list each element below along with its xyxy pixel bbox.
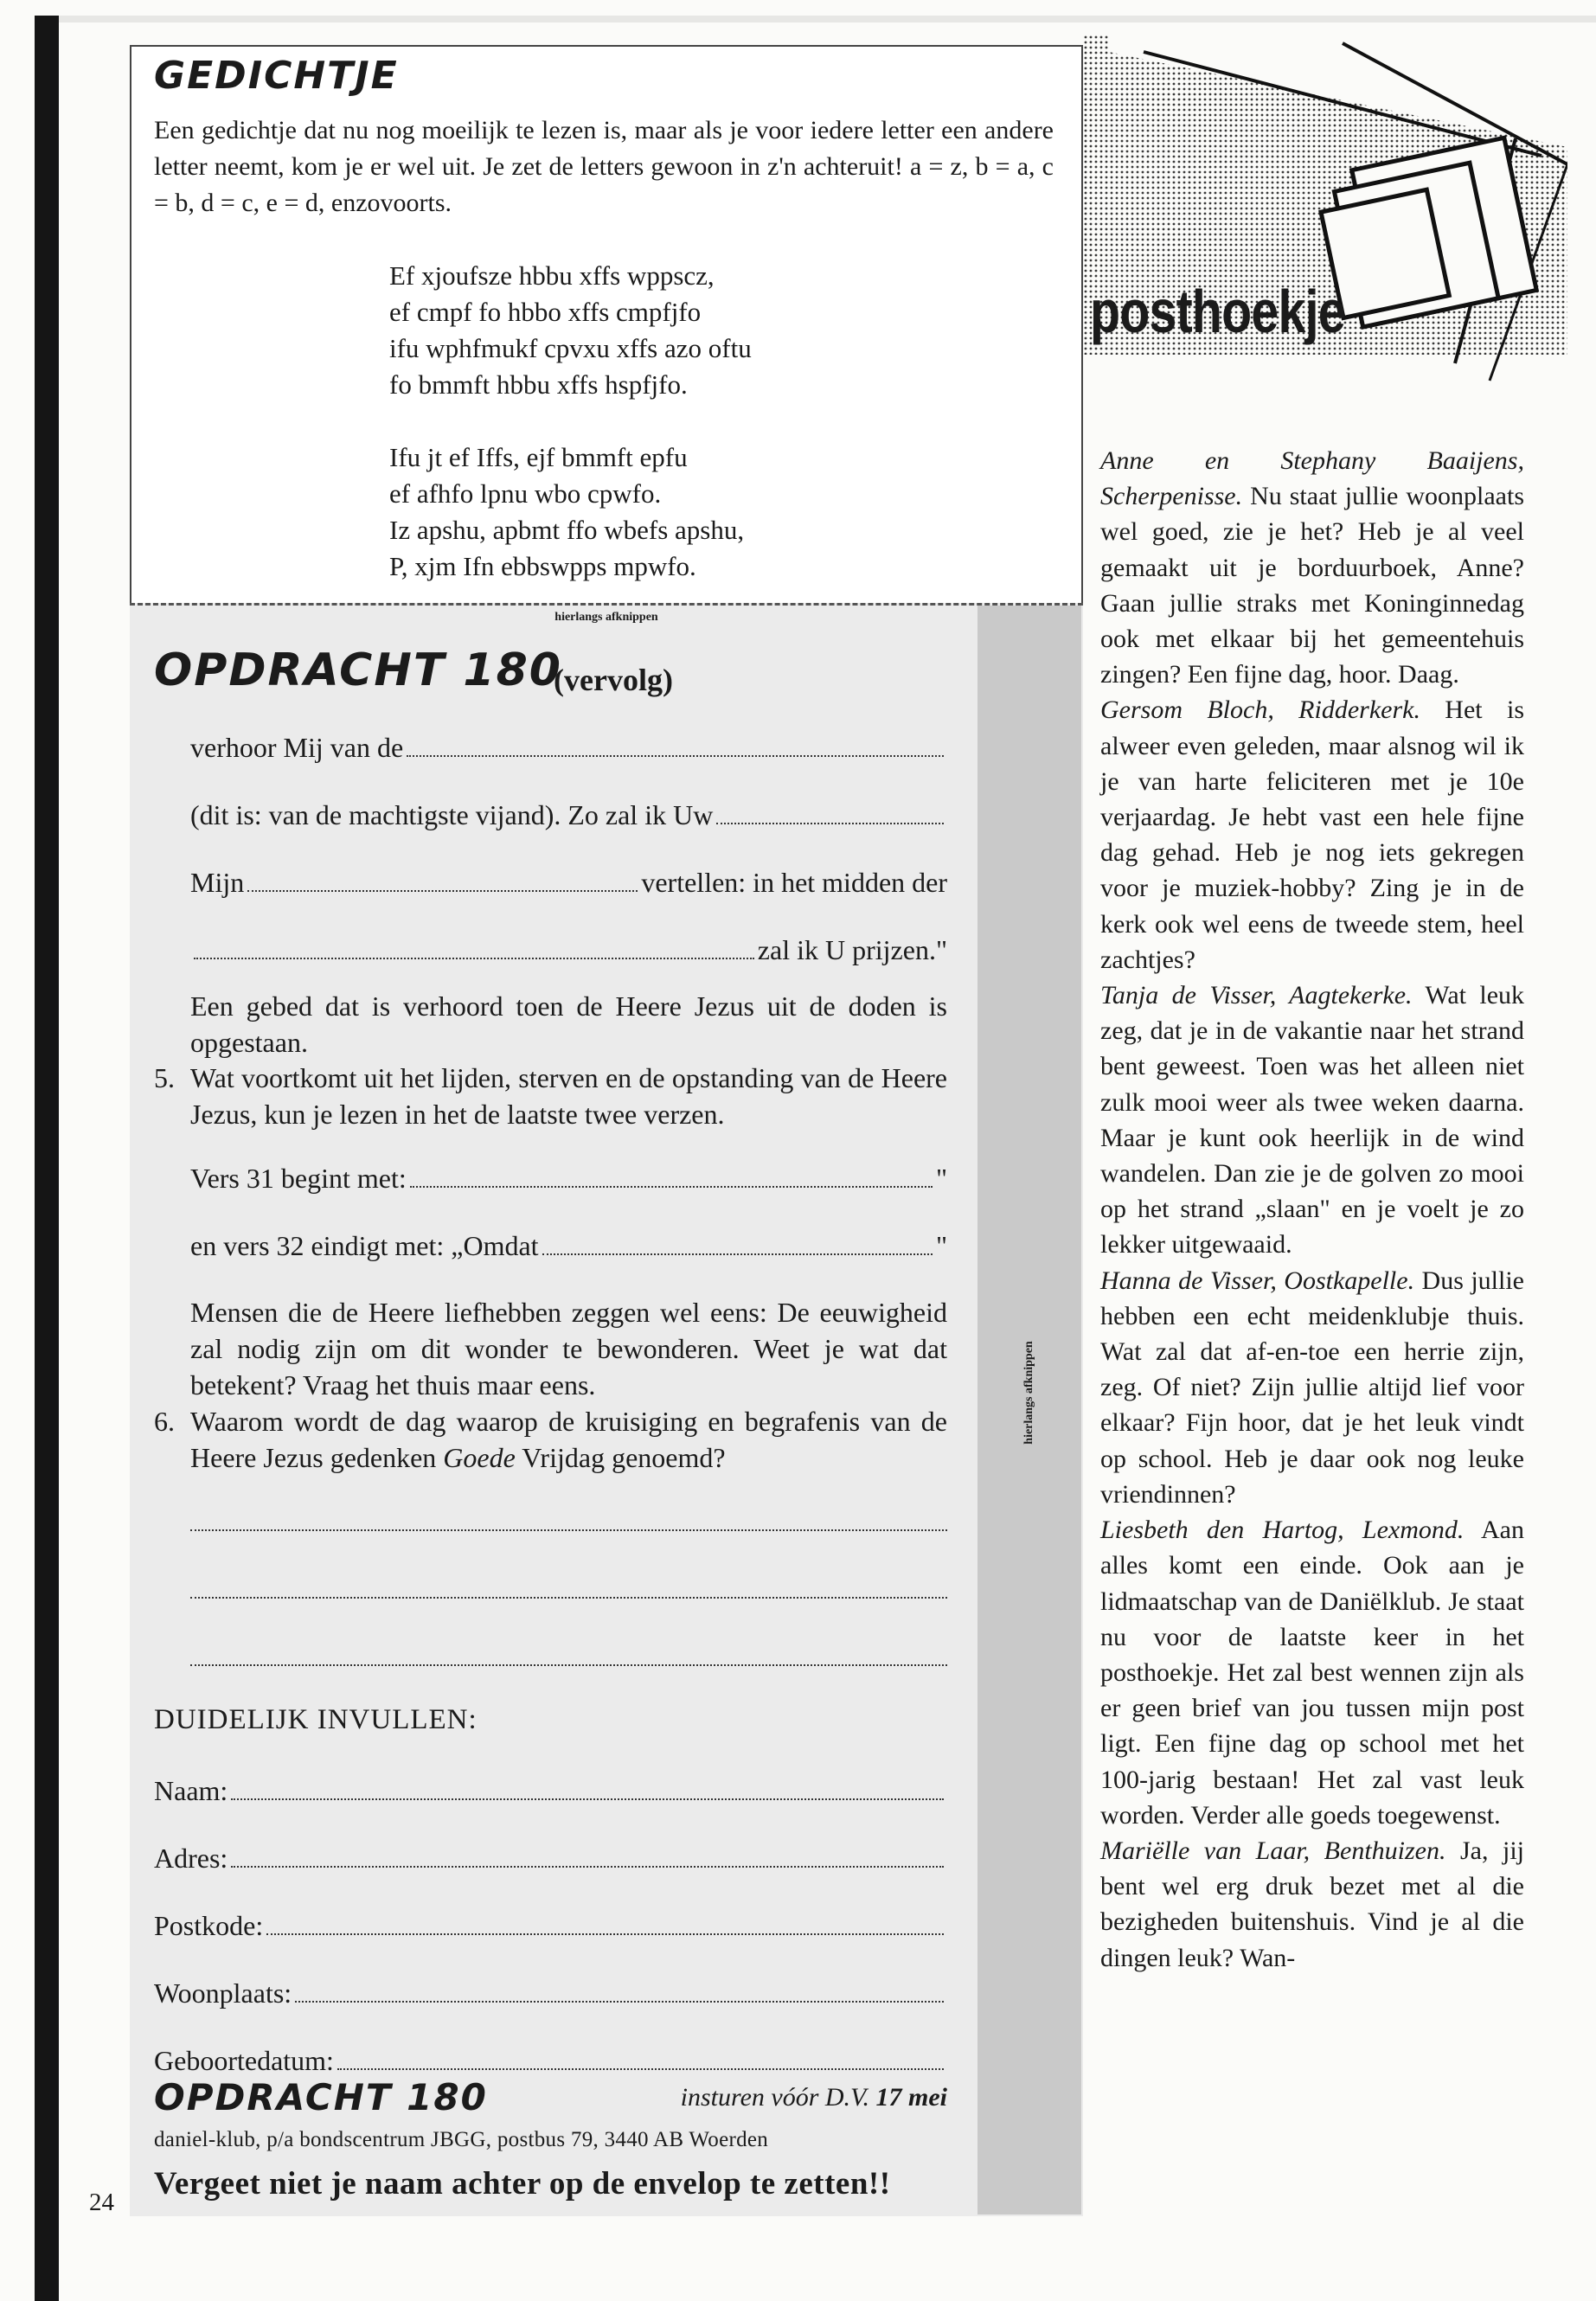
question-number: 6. (154, 1406, 175, 1437)
fill-text: Mijn (190, 867, 245, 898)
field-label: Geboortedatum: (154, 2045, 334, 2076)
answer-blank[interactable] (716, 797, 944, 824)
entry-name: Mariëlle van Laar, Benthuizen. (1100, 1836, 1446, 1865)
question-number: 5. (154, 1062, 175, 1093)
poem-line: ef afhfo lpnu wbo cpwfo. (389, 478, 662, 509)
entry-text: Nu staat jullie woonplaats wel goed, zie je het? Heb je al veel gemaakt uit je borduurboek, Anne? Gaan jullie straks met Koninginnedag ook met elkaar bij het gemeentehuis zingen? Een fijne dag, hoor. Daag. (1100, 482, 1524, 689)
question-text: Waarom wordt de dag waarop de kruisiging en begrafenis van de Heere Jezus gedenken (190, 1406, 947, 1473)
gedichtje-title: GEDICHTJE (154, 54, 399, 98)
answer-blank[interactable] (410, 1160, 933, 1188)
deadline-text: insturen vóór D.V. (680, 2083, 876, 2112)
entry-text: Het is alweer even geleden, maar alsnog wil ik je van harte feliciteren met je 10e verjaardag. Je hebt vast een hele fijne dag gehad. Heb je nog iets gekregen voor je muziek-hobby? Zing je in de kerk ook wel eens de tweede stem, heel zachtjes? (1100, 695, 1524, 974)
cut-label-vertical: hierlangs afknippen (1022, 1341, 1035, 1445)
fill-row (190, 863, 947, 901)
fill-text: en vers 32 eindigt met: „Omdat (190, 1230, 539, 1261)
post-entry (1100, 977, 1524, 1263)
question-text: Vrijdag genoemd? (515, 1442, 726, 1473)
poem-line: ifu wphfmukf cpvxu xffs azo oftu (389, 333, 752, 363)
answer-line[interactable] (190, 1529, 947, 1531)
entry-text: Wat leuk zeg, dat je in de vakantie naar het strand bent geweest. Toen was het alleen niet zulk mooi weer als twee weken daarna. Maar je kunt ook heerlijk in de wind wandelen. Dan zie je de golven zo mooi op het strand „slaan" en je voelt je zo lekker uitgewaaid. (1100, 981, 1525, 1259)
entry-text: Dus jullie hebben een echt meidenklubje thuis. Wat zal dat af-en-toe een herrie zijn, zeg. Of niet? Zijn jullie altijd lief voor elkaar? Fijn hoor, dat je het leuk vindt op school. Heb je daar ook nog leuke vriendinnen? (1100, 1266, 1524, 1509)
poem-line: ef cmpf fo hbbo xffs cmpfjfo (389, 297, 702, 327)
answer-line[interactable] (190, 1597, 947, 1599)
opdracht-paragraph: Een gebed dat is verhoord toen de Heere Jezus uit de doden is opgestaan. (190, 990, 947, 1058)
page-binding-edge (35, 16, 59, 2301)
form-heading: DUIDELIJK INVULLEN: (154, 1704, 478, 1735)
field-label: Woonplaats: (154, 1977, 292, 2009)
fill-text: " (935, 1230, 947, 1261)
answer-blank[interactable] (542, 1227, 933, 1255)
poem-line: Ef xjoufsze hbbu xffs wppscz, (389, 260, 715, 291)
poem-stanza (389, 439, 744, 585)
post-entry (1100, 1833, 1524, 1976)
deadline-date: 17 mei (875, 2083, 947, 2112)
answer-blank[interactable] (194, 932, 754, 959)
post-entry (1100, 443, 1524, 692)
opdracht-title: OPDRACHT 180 (154, 644, 562, 696)
fill-row (190, 1227, 947, 1265)
fill-text: Vers 31 begint met: (190, 1163, 407, 1194)
address-input[interactable] (231, 1840, 944, 1868)
birthdate-field (154, 2041, 947, 2080)
field-label: Naam: (154, 1775, 228, 1806)
fill-text: (dit is: van de machtigste vijand). Zo zal ik Uw (190, 799, 714, 830)
poem-line: Ifu jt ef Iffs, ejf bmmft epfu (389, 442, 688, 472)
fill-text: " (935, 1163, 947, 1194)
entry-name: Gersom Bloch, Ridderkerk. (1100, 695, 1420, 725)
entry-name: Anne en Stephany Baaijens, Scherpenisse. (1100, 446, 1524, 511)
opdracht-paragraph: Mensen die de Heere liefhebben zeggen wel eens: De eeuwigheid zal nodig zijn om dit wonder te bewonderen. Weet je wat dat betekent? Vraag het thuis maar eens. (190, 1297, 947, 1400)
name-field (154, 1772, 947, 1810)
fill-text: vertellen: in het midden der (641, 867, 947, 898)
footer-deadline (606, 2083, 947, 2112)
postcode-field (154, 1907, 947, 1945)
city-field (154, 1974, 947, 2012)
fill-row (190, 796, 947, 834)
postcode-input[interactable] (266, 1907, 944, 1935)
footer-reminder: Vergeet niet je naam achter op de envelop te zetten!! (154, 2166, 891, 2202)
gedichtje-intro: Een gedichtje dat nu nog moeilijk te lezen is, maar als je voor iedere letter een andere letter neemt, kom je er wel uit. Je zet de letters gewoon in z'n achteruit! a = z, b = a, c = b, d = c, e = d, enzovoorts. (154, 116, 1054, 217)
fill-row (190, 931, 947, 969)
poem-line: P, xjm Ifn ebbswpps mpwfo. (389, 551, 696, 581)
answer-blank[interactable] (407, 729, 944, 757)
address-field (154, 1839, 947, 1877)
answer-line[interactable] (190, 1664, 947, 1666)
answer-blank[interactable] (247, 864, 638, 892)
cut-label: hierlangs afknippen (554, 611, 658, 624)
posthoekje-column (1100, 443, 1524, 1976)
poem-stanza (389, 258, 752, 403)
fill-text: verhoor Mij van de (190, 732, 404, 763)
posthoekje-title: posthoekje (1090, 278, 1345, 345)
field-label: Postkode: (154, 1910, 264, 1941)
entry-name: Tanja de Visser, Aagtekerke. (1100, 981, 1413, 1010)
name-input[interactable] (231, 1772, 944, 1800)
fill-row (190, 728, 947, 766)
fill-row (190, 1159, 947, 1197)
question-6 (190, 1403, 947, 1476)
opdracht-subtitle: (vervolg) (554, 663, 673, 697)
footer-title: OPDRACHT 180 (154, 2076, 488, 2118)
posthoekje-header-graphic (1083, 35, 1567, 407)
question-5: Wat voortkomt uit het lijden, sterven en de opstanding van de Heere Jezus, kun je lezen in het de laatste twee verzen. (190, 1062, 947, 1130)
footer-address: daniel-klub, p/a bondscentrum JBGG, postbus 79, 3440 AB Woerden (154, 2128, 769, 2151)
post-entry (1100, 1512, 1524, 1833)
city-input[interactable] (295, 1975, 944, 2003)
entry-text: Ja, jij bent wel erg druk bezet met al die bezigheden buitenshuis. Vind je al die dingen leuk? Wan- (1100, 1836, 1524, 1972)
entry-name: Liesbeth den Hartog, Lexmond. (1100, 1516, 1465, 1545)
page-number: 24 (89, 2189, 114, 2216)
entry-text: Aan alles komt een einde. Ook aan je lidmaatschap van de Daniëlklub. Je staat nu voor de laatste keer in het posthoekje. Het zal best wennen zijn als er geen brief van jou tussen mijn post ligt. Een fijne dag op school met het 100-jarig bestaan! Het zal vast leuk worden. Verder alle goeds toegewenst. (1100, 1516, 1524, 1830)
entry-name: Hanna de Visser, Oostkapelle. (1100, 1266, 1415, 1295)
cut-line (130, 603, 1083, 606)
field-label: Adres: (154, 1843, 228, 1874)
question-text-emphasis: Goede (443, 1442, 516, 1473)
top-margin (35, 16, 1596, 22)
birthdate-input[interactable] (337, 2042, 944, 2070)
poem-line: fo bmmft hbbu xffs hspfjfo. (389, 369, 688, 400)
poem-line: Iz apshu, apbmt ffo wbefs apshu, (389, 515, 745, 545)
post-entry (1100, 1263, 1524, 1512)
fill-text: zal ik U prijzen." (757, 934, 947, 965)
post-entry (1100, 692, 1524, 977)
